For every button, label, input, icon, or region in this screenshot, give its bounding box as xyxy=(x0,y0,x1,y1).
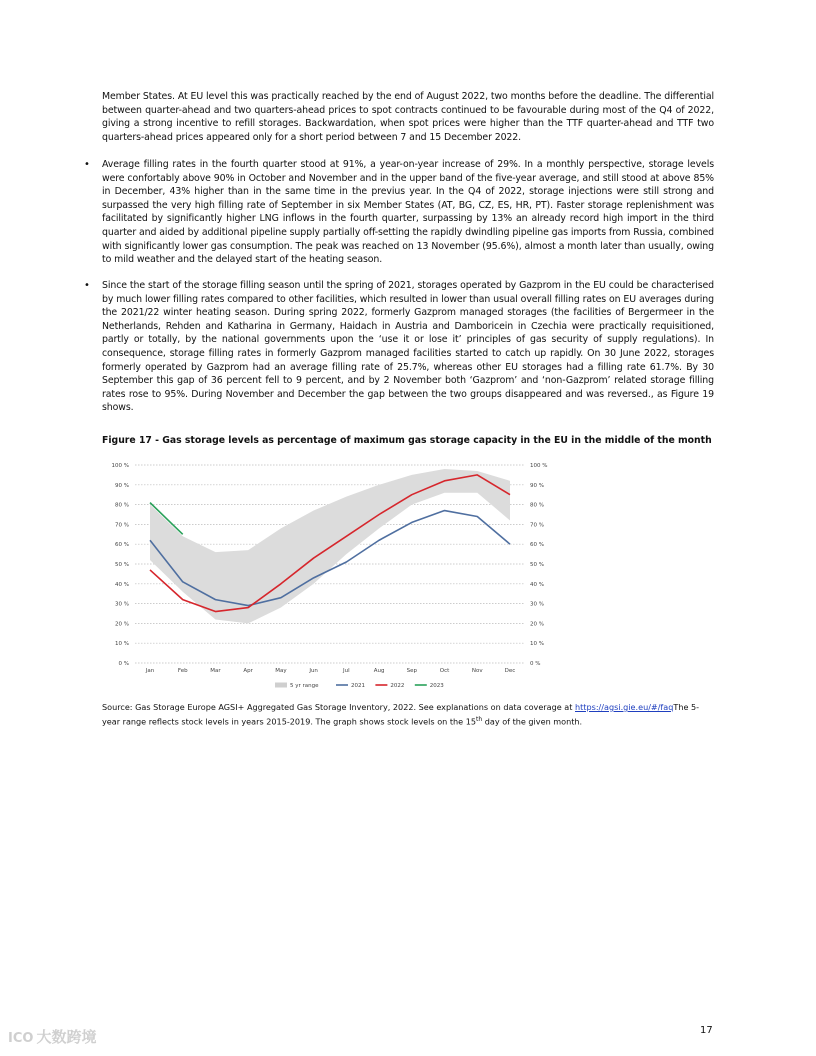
gas-storage-chart xyxy=(100,455,570,695)
x-tick-label: Feb xyxy=(177,668,188,674)
legend-label: 2022 xyxy=(390,683,405,689)
y-tick-label-right: 90 % xyxy=(530,482,544,489)
source-text: Source: Gas Storage Europe AGSI+ Aggregated Gas Storage Inventory, 2022. See explanations on data coverage at xyxy=(102,702,575,712)
y-tick-label-left: 90 % xyxy=(115,482,129,489)
y-tick-label-right: 70 % xyxy=(530,522,544,529)
x-tick-label: Jul xyxy=(343,668,350,674)
x-tick-label: Jun xyxy=(309,668,318,674)
y-tick-label-right: 40 % xyxy=(530,581,544,588)
agsi-faq-link[interactable]: https://agsi.gie.eu/#/faq xyxy=(575,702,674,712)
y-tick-label-right: 100 % xyxy=(530,463,548,469)
legend-label: 2023 xyxy=(429,683,444,689)
y-tick-label-right: 10 % xyxy=(530,641,544,648)
x-tick-label: Oct xyxy=(439,668,450,674)
y-tick-label-left: 40 % xyxy=(115,581,129,588)
watermark-logo xyxy=(8,1026,96,1047)
x-tick-label: Sep xyxy=(406,668,418,674)
y-tick-label-right: 30 % xyxy=(530,601,544,608)
x-tick-label: May xyxy=(275,668,287,674)
source-text-end: day of the given month. xyxy=(482,716,583,727)
legend-label: 5 yr range xyxy=(290,683,319,689)
bullet-paragraph-filling-rates: Average filling rates in the fourth quarter stood at 91%, a year-on-year increase of 29%. In a monthly perspective, storage levels were confortably above 90% in October and November and in the upper band of the five-year average, and still stood at above 85% in December, 43% higher than in the same time in the previus year. In the Q4 of 2022, storage injections were still strong and surpassed the very high filling rate of September in six Member States (AT, BG, CZ, ES, HR, PT). Faster storage replenishment was facilitated by significantly higher LNG inflows in the fourth quarter, surpassing by 13% an already record high import in the third quarter and aided by additional pipeline supply partially off-setting the rapidly dwindling pipeline gas imports from Russia, combined with significantly lower gas consumption. The peak was reached on 13 November (95.6%), almost a month later than usually, owing to mild weather and the delayed start of the heating season. xyxy=(102,159,714,266)
bullet-paragraph-gazprom: Since the start of the storage filling season until the spring of 2021, storages operated by Gazprom in the EU could be characterised by much lower filling rates compared to other facilities, which resulted in lower than usual overall filling rates on EU averages during the 2021/22 winter heating season. During spring 2022, formerly Gazprom managed storages (the facilities of Bergermeer in the Netherlands, Rehden and Katharina in Germany, Haidach in Austria and Damboricein in Czechia were practically requisitioned, partly or totally, by the national governments upon the ‘use it or lose it’ principles of gas security of supply regulations). In consequence, storage filling rates in formerly Gazprom managed facilities started to catch up rapidly. On 30 June 2022, storages formerly operated by Gazprom had an average filling rate of 25.7%, whereas other EU storages had a filling rate 61.7%. By 30 September this gap of 36 percent fell to 9 percent, and by 2 November both ‘Gazprom’ and ‘non-Gazprom’ related storage filling rates rose to 95%. During November and December the gap between the two groups disappeared and was reversed., as Figure 19 shows. xyxy=(102,280,714,414)
y-tick-label-left: 20 % xyxy=(115,621,129,628)
x-tick-label: Aug xyxy=(373,668,385,674)
x-tick-label: Dec xyxy=(504,668,516,674)
y-tick-label-left: 10 % xyxy=(115,641,129,648)
y-tick-label-left: 50 % xyxy=(115,562,129,568)
source-superscript: th xyxy=(476,715,483,723)
y-tick-label-left: 100 % xyxy=(111,463,129,469)
page-number: 17 xyxy=(700,1025,713,1036)
bullet-marker: • xyxy=(84,159,90,170)
y-tick-label-right: 80 % xyxy=(530,502,544,509)
y-tick-label-right: 50 % xyxy=(530,562,544,568)
five-year-range-band xyxy=(150,469,510,623)
figure-source xyxy=(102,702,714,728)
x-tick-label: Jan xyxy=(145,668,155,674)
y-tick-label-left: 0 % xyxy=(118,661,129,667)
watermark-mark: ICO xyxy=(8,1031,34,1046)
legend-label: 2021 xyxy=(351,683,365,689)
y-tick-label-left: 60 % xyxy=(115,542,129,549)
source-text-cont: The 5-year range reflects stock levels in years 2015-2019. The graph shows stock levels on the 15 xyxy=(102,702,700,727)
figure-title: Figure 17 - Gas storage levels as percentage of maximum gas storage capacity in the EU in the middle of the month xyxy=(102,435,712,446)
y-tick-label-right: 60 % xyxy=(530,542,544,549)
y-tick-label-right: 20 % xyxy=(530,621,544,628)
y-tick-label-left: 30 % xyxy=(115,601,129,608)
y-tick-label-right: 0 % xyxy=(530,661,541,667)
y-tick-label-left: 80 % xyxy=(115,502,129,509)
x-tick-label: Nov xyxy=(471,668,483,674)
y-tick-label-left: 70 % xyxy=(115,522,129,529)
intro-paragraph: Member States. At EU level this was practically reached by the end of August 2022, two months before the deadline. The differential between quarter-ahead and two quarters-ahead prices to spot contracts continued to be favourable during most of the Q4 of 2022, giving a strong incentive to refill storages. Backwardation, when spot prices were higher than the TTF quarter-ahead and TTF two quarters-ahead prices appeared only for a short period between 7 and 15 December 2022. xyxy=(102,91,714,143)
watermark-text: 大数跨境 xyxy=(36,1028,97,1046)
x-tick-label: Apr xyxy=(243,668,253,674)
x-tick-label: Mar xyxy=(210,668,221,674)
bullet-marker: • xyxy=(84,280,90,291)
